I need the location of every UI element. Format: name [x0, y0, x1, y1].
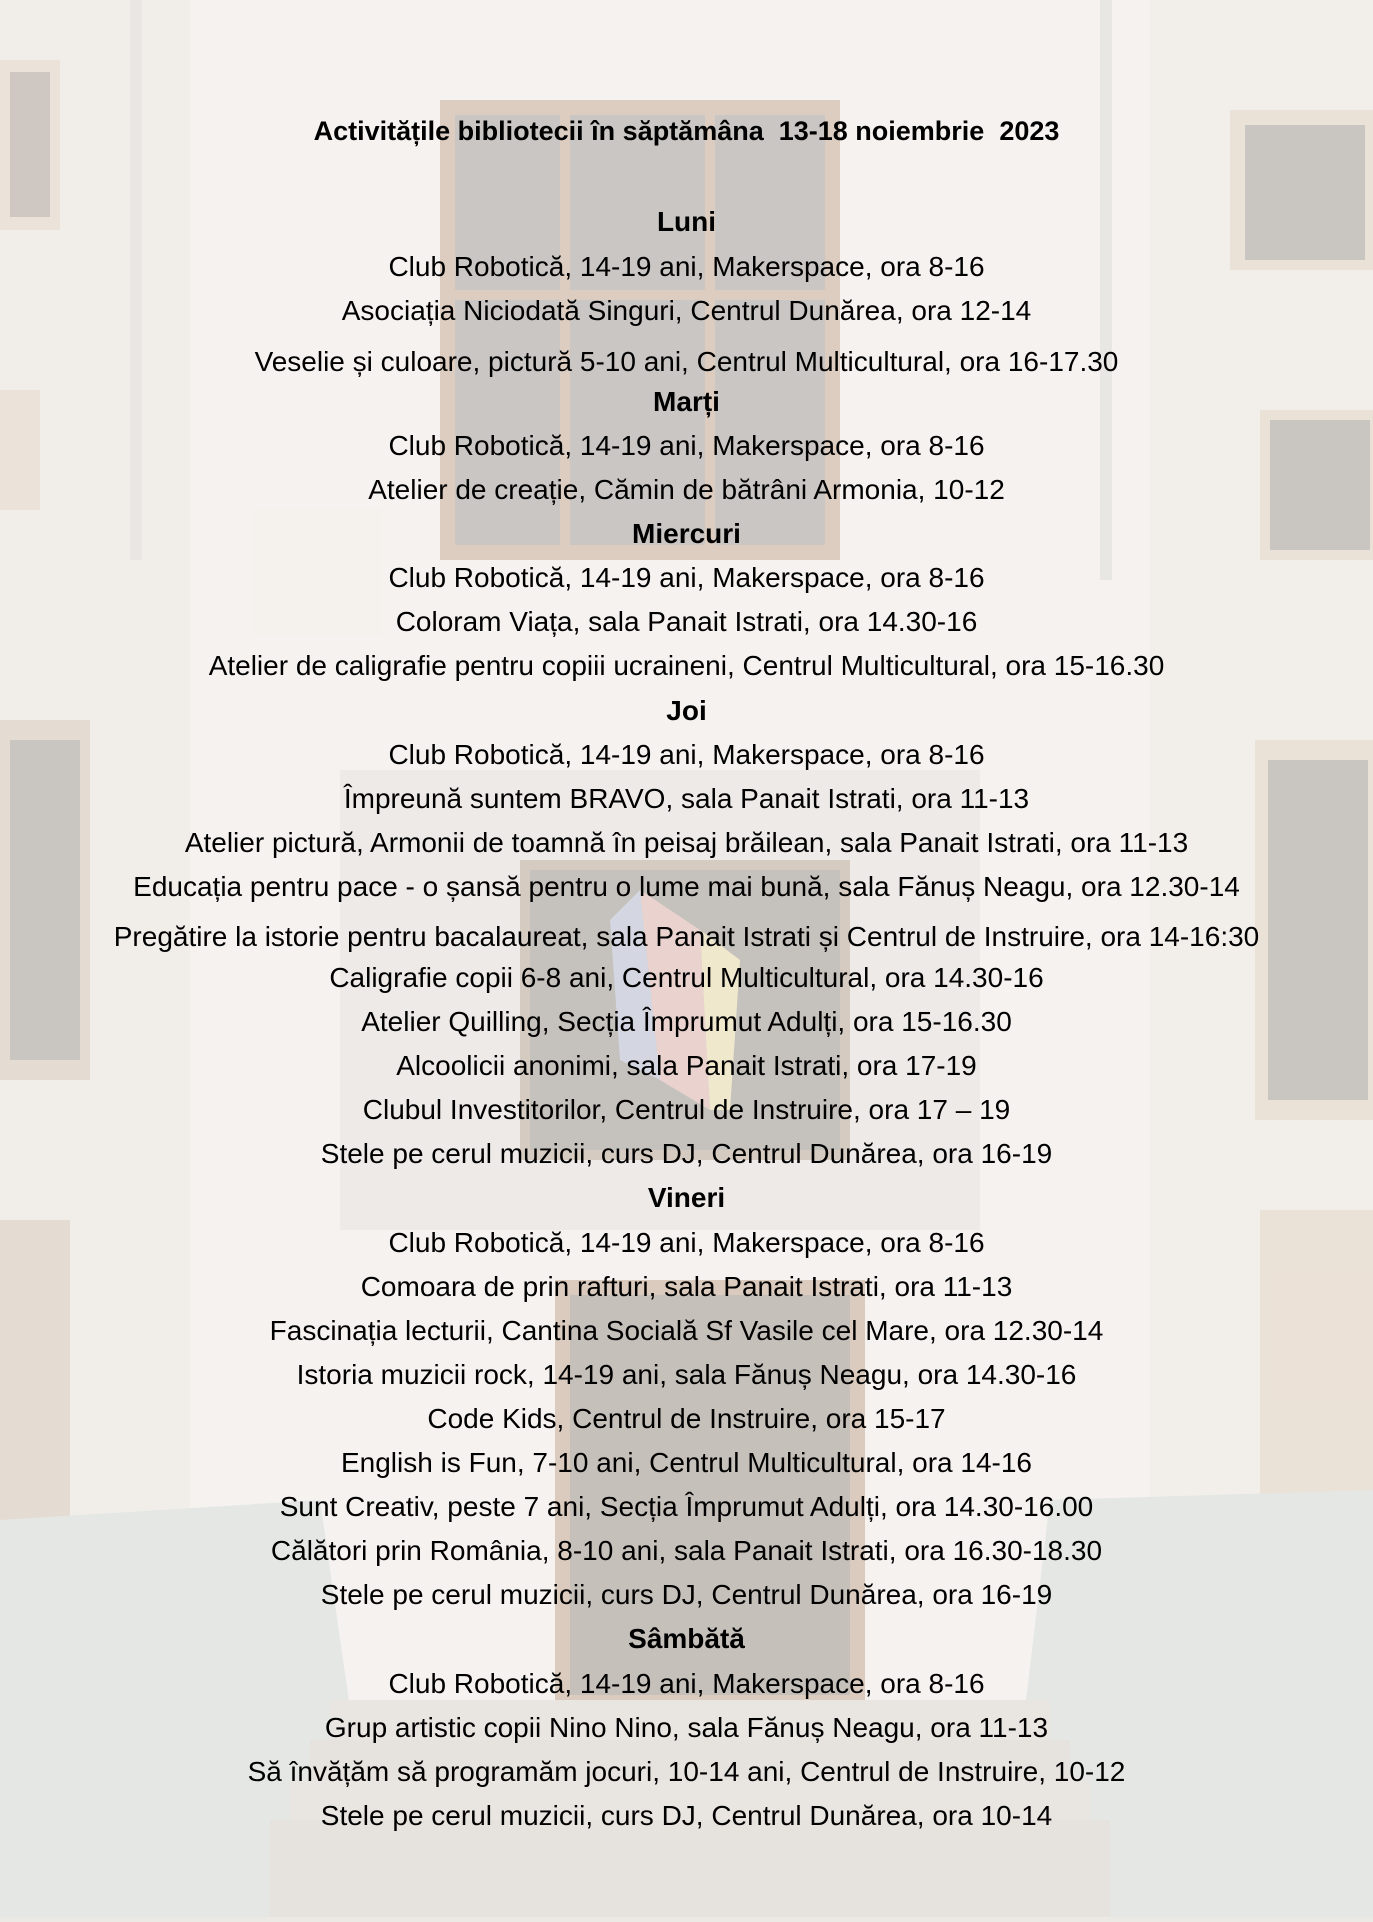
activity-item: Club Robotică, 14-19 ani, Makerspace, ora 8-16	[388, 562, 985, 593]
activity-item: Atelier Quilling, Secția Împrumut Adulți, ora 15-16.30	[361, 1006, 1012, 1037]
activity-item: Împreună suntem BRAVO, sala Panait Istrati, ora 11-13	[343, 783, 1030, 814]
activity-item: Club Robotică, 14-19 ani, Makerspace, ora 8-16	[388, 251, 985, 282]
activity-item: Istoria muzicii rock, 14-19 ani, sala Fănuș Neagu, ora 14.30-16	[296, 1359, 1077, 1390]
activity-item: Alcoolicii anonimi, sala Panait Istrati, ora 17-19	[396, 1050, 977, 1081]
activity-item: Atelier de caligrafie pentru copiii ucraineni, Centrul Multicultural, ora 15-16.30	[208, 650, 1165, 681]
activity-item: Fascinația lecturii, Cantina Socială Sf Vasile cel Mare, ora 12.30-14	[269, 1315, 1104, 1346]
activity-item: Atelier de creație, Cămin de bătrâni Armonia, 10-12	[368, 474, 1005, 505]
activity-item: Pregătire la istorie pentru bacalaureat, sala Panait Istrati și Centrul de Instruire, ora 14-16:30	[113, 921, 1260, 952]
day-heading: Vineri	[647, 1182, 726, 1213]
activity-item: Sunt Creativ, peste 7 ani, Secția Împrumut Adulți, ora 14.30-16.00	[279, 1491, 1094, 1522]
activity-item: Stele pe cerul muzicii, curs DJ, Centrul Dunărea, ora 10-14	[320, 1800, 1053, 1831]
activity-item: Atelier pictură, Armonii de toamnă în peisaj brăilean, sala Panait Istrati, ora 11-13	[184, 827, 1189, 858]
activity-item: Asociația Niciodată Singuri, Centrul Dunărea, ora 12-14	[341, 295, 1032, 326]
activity-item: Comoara de prin rafturi, sala Panait Istrati, ora 11-13	[360, 1271, 1013, 1302]
activity-item: Grup artistic copii Nino Nino, sala Fănuș Neagu, ora 11-13	[324, 1712, 1049, 1743]
activity-item: Club Robotică, 14-19 ani, Makerspace, ora 8-16	[388, 1227, 985, 1258]
activity-item: Să învățăm să programăm jocuri, 10-14 ani, Centrul de Instruire, 10-12	[247, 1756, 1126, 1787]
day-heading: Miercuri	[632, 518, 741, 549]
activity-item: Club Robotică, 14-19 ani, Makerspace, ora 8-16	[388, 739, 985, 770]
activity-item: Stele pe cerul muzicii, curs DJ, Centrul Dunărea, ora 16-19	[320, 1579, 1053, 1610]
page-title: Activitățile bibliotecii în săptămâna 13-18 noiembrie 2023	[313, 116, 1060, 146]
day-heading: Marți	[653, 386, 720, 417]
activity-item: Călători prin România, 8-10 ani, sala Panait Istrati, ora 16.30-18.30	[270, 1535, 1103, 1566]
activity-item: Club Robotică, 14-19 ani, Makerspace, ora 8-16	[388, 430, 985, 461]
activity-item: Clubul Investitorilor, Centrul de Instruire, ora 17 – 19	[362, 1094, 1011, 1125]
activity-item: Coloram Viața, sala Panait Istrati, ora 14.30-16	[395, 606, 978, 637]
activity-item: Club Robotică, 14-19 ani, Makerspace, ora 8-16	[388, 1668, 985, 1699]
day-heading: Joi	[666, 695, 707, 726]
activity-item: Code Kids, Centrul de Instruire, ora 15-17	[427, 1403, 946, 1434]
activity-item: English is Fun, 7-10 ani, Centrul Multicultural, ora 14-16	[340, 1447, 1032, 1478]
activity-item: Educația pentru pace - o șansă pentru o lume mai bună, sala Fănuș Neagu, ora 12.30-14	[133, 871, 1240, 902]
day-heading: Sâmbătă	[628, 1623, 745, 1654]
day-heading: Luni	[656, 206, 717, 237]
activity-item: Veselie și culoare, pictură 5-10 ani, Centrul Multicultural, ora 16-17.30	[254, 346, 1119, 377]
activity-item: Stele pe cerul muzicii, curs DJ, Centrul Dunărea, ora 16-19	[320, 1138, 1053, 1169]
activity-item: Caligrafie copii 6-8 ani, Centrul Multicultural, ora 14.30-16	[329, 962, 1044, 993]
